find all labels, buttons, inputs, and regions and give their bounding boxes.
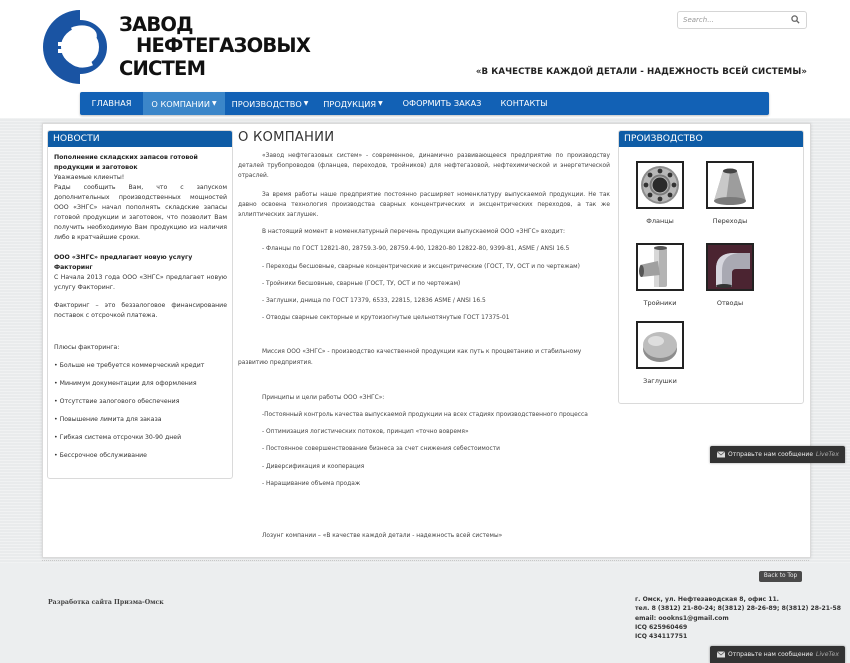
product-elbows[interactable] — [690, 243, 770, 307]
chevron-down-icon: ▼ — [303, 100, 309, 107]
product-list-item: - Фланцы по ГОСТ 12821-80, 28759.3-90, 28759.4-90, 12820-80 12822-80, 9399-81, ASME / ANSI 16.5 — [262, 246, 570, 253]
phone-text: тел. 8 (3812) 21-80-24; 8(3812) 28-26-89; 8(3812) 28-21-58 — [635, 605, 841, 613]
nav-item-home[interactable]: ГЛАВНАЯ — [91, 98, 132, 108]
product-label[interactable]: Переходы — [712, 217, 748, 225]
back-to-top-button[interactable]: Back to Top — [759, 571, 802, 582]
nav-item-about[interactable]: О КОМПАНИИ ▼ — [143, 92, 225, 115]
chat-brand-logo: LiveTex — [815, 451, 839, 458]
principle-item: - Диверсификация и кооперация — [262, 463, 365, 470]
contact-info — [635, 595, 841, 641]
benefit-item: • Бессрочное обслуживание — [54, 452, 147, 459]
chevron-down-icon: ▼ — [378, 100, 383, 107]
about-text — [238, 151, 610, 541]
chat-widget-button[interactable] — [710, 646, 845, 663]
news-panel — [47, 130, 233, 479]
address-text: г. Омск, ул. Нефтезаводская 8, офис 11. — [635, 596, 780, 603]
product-reducers[interactable] — [690, 161, 770, 225]
nav-item-order[interactable]: ОФОРМИТЬ ЗАКАЗ — [402, 98, 482, 108]
chat-label: Отправьте нам сообщение — [728, 651, 814, 658]
main-content — [238, 130, 610, 560]
header-slogan: «В КАЧЕСТВЕ КАЖДОЙ ДЕТАЛИ - НАДЕЖНОСТЬ ВСЕЙ СИСТЕМЫ» — [475, 67, 807, 77]
mission-text: Миссия ООО «ЗНГС» - производство качественной продукции как путь к процветанию и стабильному развитию предприятия. — [238, 349, 582, 366]
tee-icon[interactable] — [636, 243, 684, 291]
icq-text: ICQ 434117751 — [635, 633, 688, 641]
company-motto: Лозунг компании – «В качестве каждой детали - надежность всей системы» — [262, 533, 503, 540]
news-item-text: С Начала 2013 года ООО «ЗНГС» предлагает новую услугу Факторинг. — [54, 274, 227, 291]
product-label[interactable]: Фланцы — [646, 217, 674, 225]
footer-divider — [42, 560, 809, 561]
product-list-item: - Отводы сварные секторные и крутоизогнутые цельнотянутые ГОСТ 17375-01 — [262, 315, 510, 322]
production-panel-title: ПРОИЗВОДСТВО — [619, 131, 803, 147]
chat-brand-logo: LiveTex — [815, 651, 839, 658]
product-flanges[interactable] — [620, 161, 700, 225]
cap-icon[interactable] — [636, 321, 684, 369]
product-label[interactable]: Тройники — [643, 299, 677, 307]
main-nav — [80, 92, 769, 115]
flange-icon[interactable] — [636, 161, 684, 209]
principle-item: - Наращивание объема продаж — [262, 480, 361, 487]
developer-credit[interactable]: Разработка сайта Призма-Омск — [48, 599, 164, 606]
logo-text-line-3: СИСТЕМ — [119, 57, 206, 80]
news-item-title[interactable]: ООО «ЗНГС» предлагает новую услугу Факторинг — [54, 254, 193, 271]
benefit-item: • Отсутствие залогового обеспечения — [54, 398, 180, 405]
about-paragraph: За время работы наше предприятие постоянно расширяет номенклатуру выпускаемой продукции. Не так давно освоена технология производства сварных концентрических и эксцентрических переходов, а так же эллиптических заглушек. — [238, 191, 610, 219]
search-icon[interactable] — [791, 15, 800, 24]
product-tees[interactable] — [620, 243, 700, 307]
chevron-down-icon: ▼ — [211, 100, 217, 107]
benefit-item: • Больше не требуется коммерческий кредит — [54, 362, 205, 369]
principle-item: - Оптимизация логистических потоков, принцип «точно вовремя» — [262, 429, 469, 436]
news-item-text: Рады сообщить Вам, что с запуском дополнительных производственных мощностей ООО «ЗНГС» начал пополнять складские запасы готовой продукции и заготовок, что позволит Вам получить необходимую Вам продукцию из наличия либо в кратчайшие сроки. — [54, 184, 227, 241]
benefit-item: • Минимум документации для оформления — [54, 380, 197, 387]
chat-widget-button[interactable] — [710, 446, 845, 463]
news-item-text: Факторинг – это беззалоговое финансирование поставок с отсрочкой платежа. — [54, 302, 227, 319]
envelope-icon — [717, 446, 725, 463]
elbow-icon[interactable] — [706, 243, 754, 291]
logo-text-line-1: ЗАВОД — [119, 13, 193, 36]
news-item-title[interactable]: Пополнение складских запасов готовой продукции и заготовок — [54, 154, 198, 171]
news-panel-title: НОВОСТИ — [48, 131, 232, 147]
about-paragraph: В настоящий момент в номенклатурный перечень продукции выпускаемой ООО «ЗНГС» входит: — [262, 229, 565, 236]
product-label[interactable]: Отводы — [716, 299, 744, 307]
nav-item-production[interactable]: ПРОИЗВОДСТВО ▼ — [228, 92, 312, 115]
chat-label: Отправьте нам сообщение — [728, 451, 814, 458]
news-body — [48, 147, 232, 461]
principles-title: Принципы и цели работы ООО «ЗНГС»: — [262, 394, 385, 401]
product-list-item: - Переходы бесшовные, сварные концентрические и эксцентрические (ГОСТ, ТУ, ОСТ и по чертежам) — [262, 263, 580, 270]
email-link[interactable]: email: oookns1@gmail.com — [635, 614, 729, 622]
benefits-title: Плюсы факторинга: — [54, 344, 120, 351]
envelope-icon — [717, 646, 725, 663]
search-input[interactable] — [677, 11, 807, 29]
logo-text-line-2: НЕФТЕГАЗОВЫХ — [136, 34, 311, 57]
product-label[interactable]: Заглушки — [643, 377, 677, 385]
about-paragraph: «Завод нефтегазовых систем» - современное, динамично развивающееся предприятие по производству деталей трубопроводов (фланцев, переходов, тройников) для нефтегазовой, нефтехимической и энергетической отраслей. — [238, 153, 610, 180]
nav-item-contacts[interactable]: КОНТАКТЫ — [500, 98, 548, 108]
reducer-icon[interactable] — [706, 161, 754, 209]
benefit-item: • Повышение лимита для заказа — [54, 416, 162, 423]
logo-emblem-icon — [42, 8, 118, 86]
product-list-item: - Тройники бесшовные, сварные (ГОСТ, ТУ, ОСТ и по чертежам) — [262, 280, 461, 287]
benefit-item: • Гибкая система отсрочки 30-90 дней — [54, 434, 182, 441]
icq-text: ICQ 625960469 — [635, 623, 688, 631]
page-title: О КОМПАНИИ — [238, 130, 335, 145]
site-logo[interactable] — [42, 8, 311, 86]
nav-item-products[interactable]: ПРОДУКЦИЯ ▼ — [316, 92, 390, 115]
product-list-item: - Заглушки, днища по ГОСТ 17379, 6533, 22815, 12836 ASME / ANSI 16.5 — [262, 298, 486, 305]
search-placeholder: Search... — [683, 16, 714, 24]
principle-item: - Постоянное совершенствование бизнеса за счет снижения себестоимости — [262, 446, 500, 453]
site-header — [0, 0, 850, 118]
news-greeting: Уважаемые клиенты! — [54, 174, 125, 181]
production-panel — [618, 130, 804, 404]
principle-item: -Постоянный контроль качества выпускаемой продукции на всех стадиях производственного процесса — [262, 412, 588, 419]
product-caps[interactable] — [620, 321, 700, 385]
